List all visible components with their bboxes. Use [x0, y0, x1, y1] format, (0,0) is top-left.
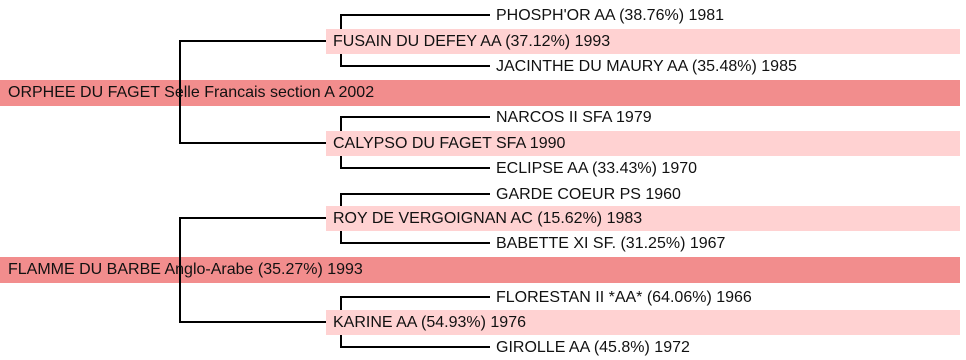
connector-line: [340, 116, 342, 131]
dam-dam-name: KARINE AA (54.93%) 1976: [333, 314, 526, 331]
connector-line: [340, 346, 490, 348]
connector-line: [340, 167, 490, 169]
sire-dam-sire-name: NARCOS II SFA 1979: [496, 109, 652, 126]
connector-line: [179, 40, 326, 42]
dam-sire-name: ROY DE VERGOIGNAN AC (15.62%) 1983: [333, 210, 643, 227]
connector-line: [340, 116, 490, 118]
dam-dam-sire-name: FLORESTAN II *AA* (64.06%) 1966: [496, 289, 752, 306]
sire-sire-dam-name: JACINTHE DU MAURY AA (35.48%) 1985: [496, 58, 797, 75]
dam-name: FLAMME DU BARBE Anglo-Arabe (35.27%) 1993: [8, 261, 363, 278]
connector-line: [179, 142, 326, 144]
connector-line: [340, 14, 342, 29]
sire-sire-sire-name: PHOSPH'OR AA (38.76%) 1981: [496, 7, 725, 24]
connector-line: [340, 14, 490, 16]
sire-dam-dam-name: ECLIPSE AA (33.43%) 1970: [496, 160, 698, 177]
connector-line: [340, 296, 490, 298]
sire-sire-name: FUSAIN DU DEFEY AA (37.12%) 1993: [333, 33, 611, 50]
sire-name: ORPHEE DU FAGET Selle Francais section A 2002: [8, 84, 375, 101]
connector-line: [179, 217, 326, 219]
dam-sire-sire-name: GARDE COEUR PS 1960: [496, 186, 681, 203]
connector-line: [340, 242, 490, 244]
dam-dam-dam-name: GIROLLE AA (45.8%) 1972: [496, 339, 690, 356]
connector-line: [340, 65, 490, 67]
connector-line: [340, 296, 342, 310]
dam-sire-dam-name: BABETTE XI SF. (31.25%) 1967: [496, 235, 726, 252]
connector-line: [179, 321, 326, 323]
connector-line: [340, 193, 490, 195]
sire-dam-name: CALYPSO DU FAGET SFA 1990: [333, 135, 566, 152]
